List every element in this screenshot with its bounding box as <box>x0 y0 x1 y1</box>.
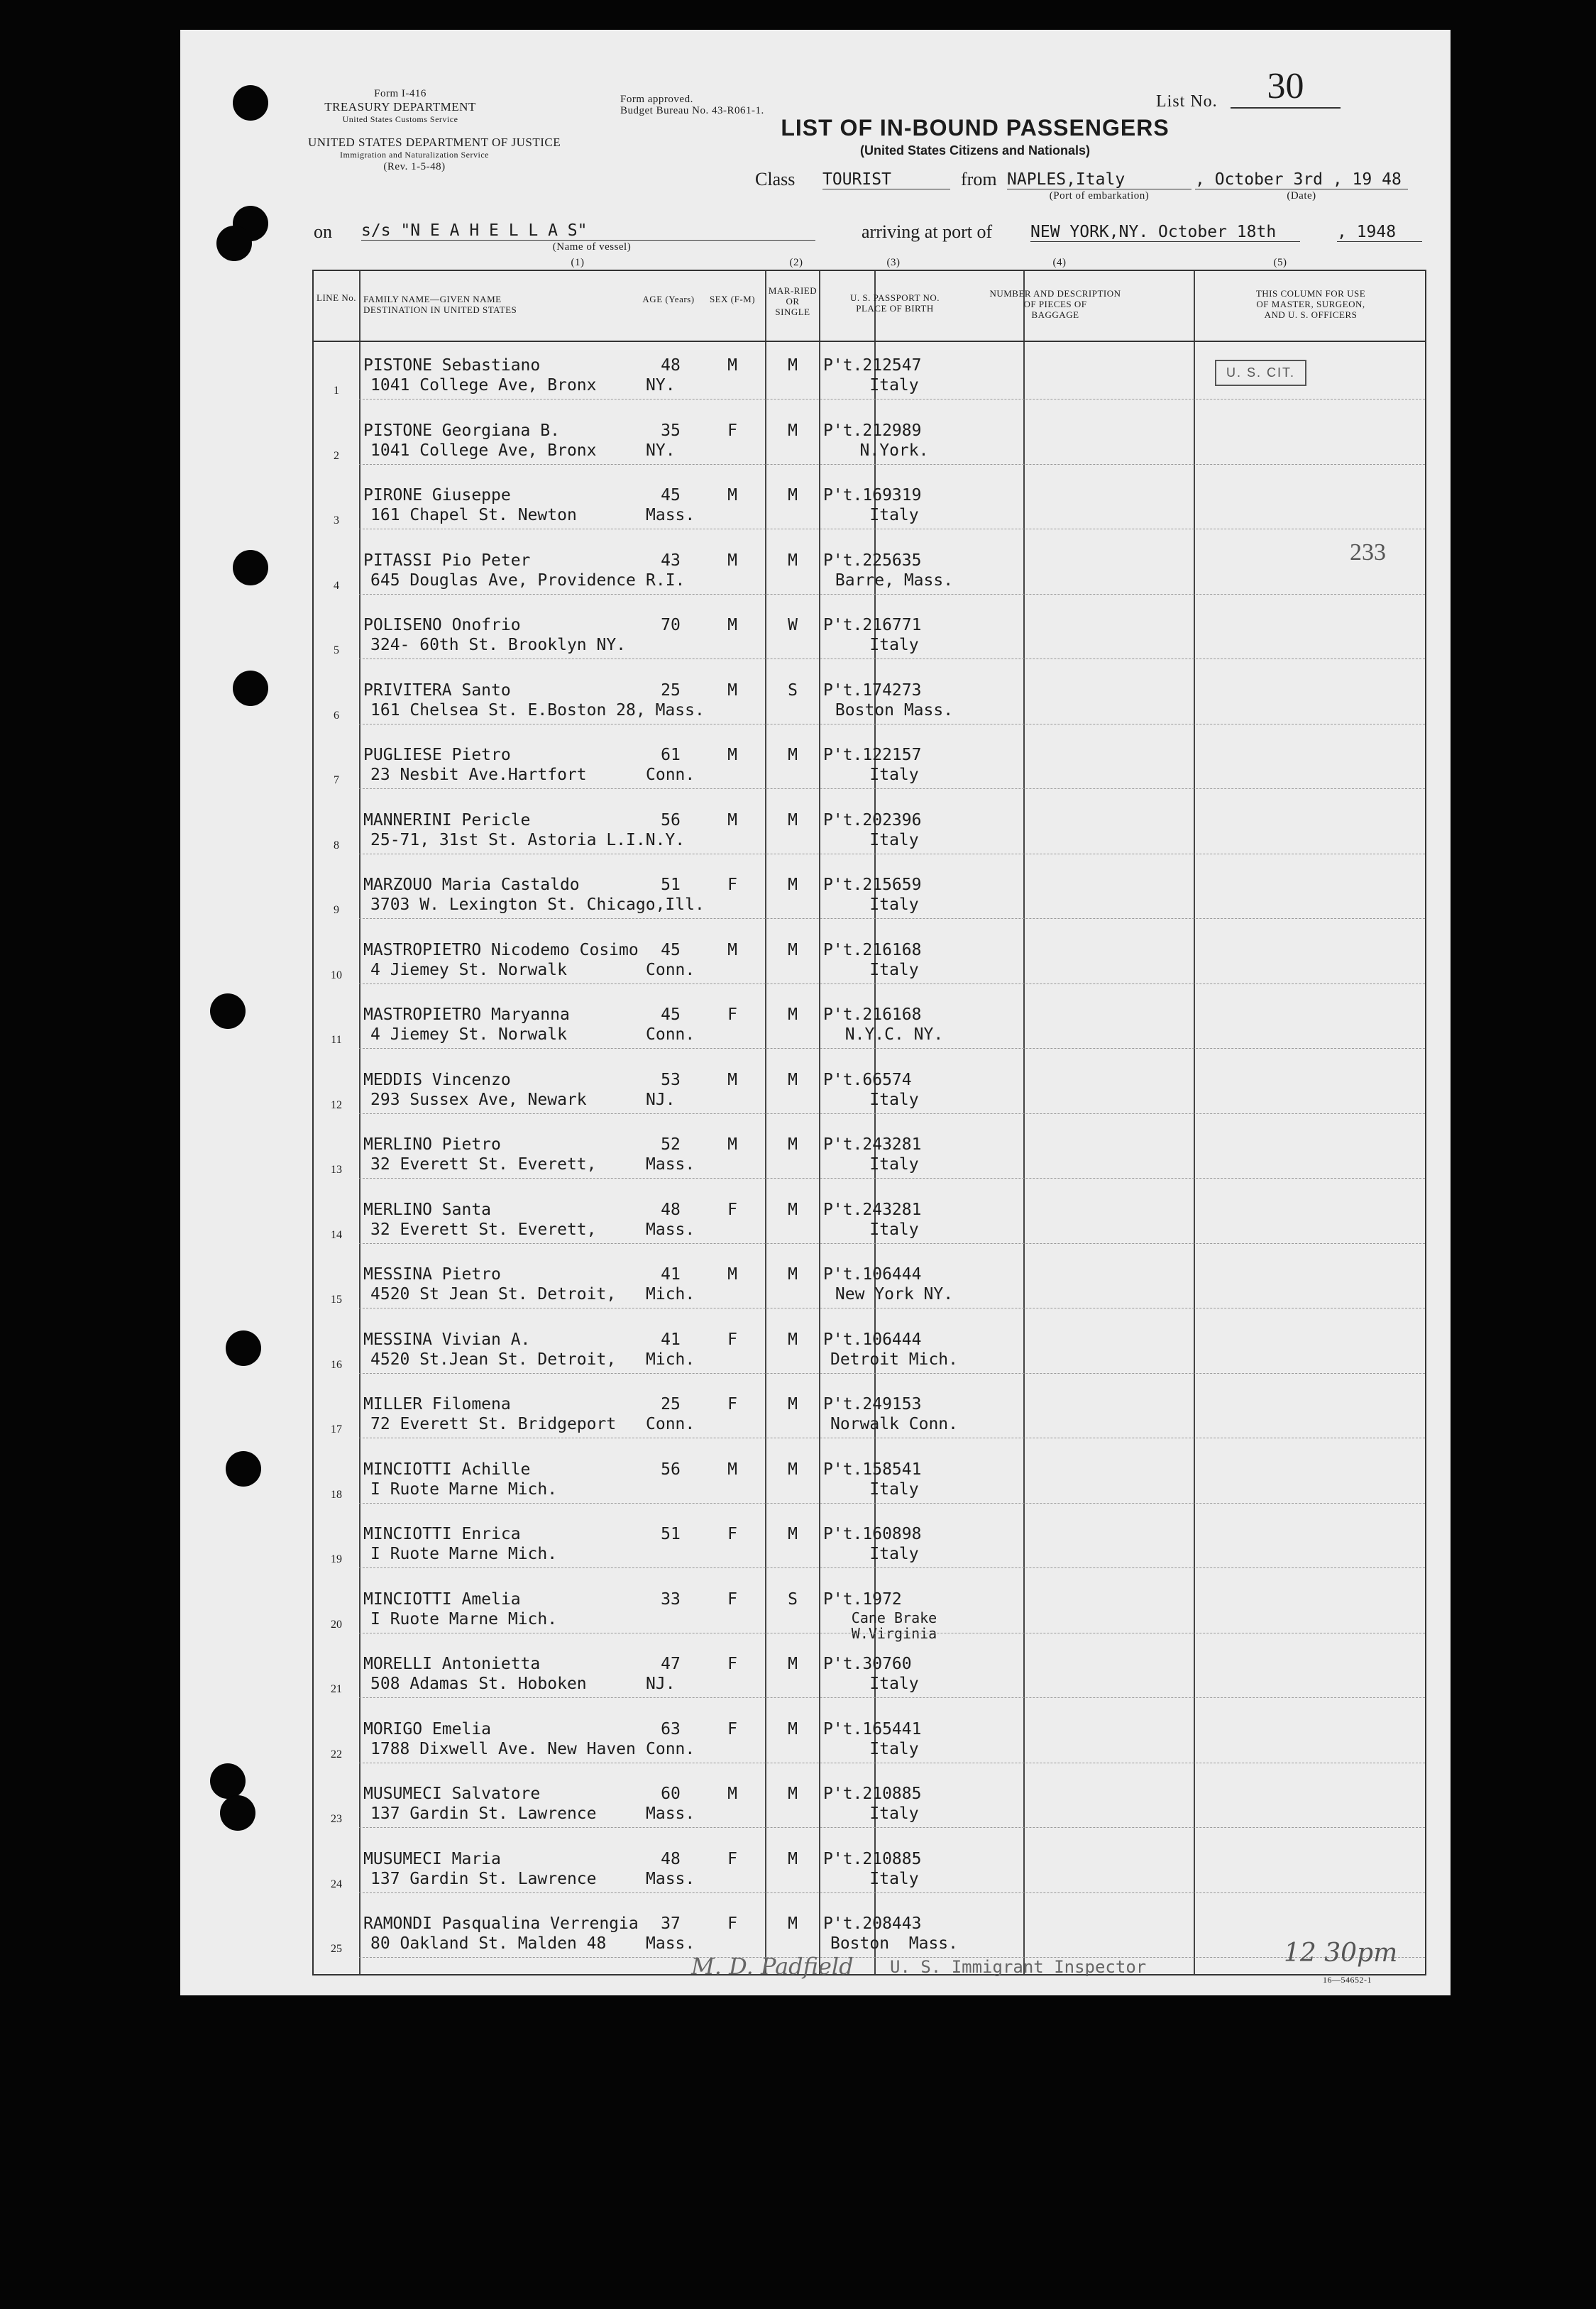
passenger-name: MINCIOTTI Achille <box>363 1460 531 1479</box>
place-of-birth: N.York. <box>859 441 929 460</box>
passenger-sex: M <box>727 1785 737 1803</box>
passenger-sex: F <box>727 1005 737 1024</box>
passenger-marital: M <box>788 1914 798 1933</box>
passport-number: P't.249153 <box>823 1395 922 1413</box>
passport-number: P't.208443 <box>823 1914 922 1933</box>
passenger-destination: 1041 College Ave, Bronx <box>370 441 597 460</box>
passenger-age: 61 <box>661 746 681 764</box>
passenger-name: POLISENO Onofrio <box>363 616 521 634</box>
passenger-sex: M <box>727 1460 737 1479</box>
passenger-table <box>312 270 1426 1975</box>
us-cit-stamp: U. S. CIT. <box>1215 360 1306 386</box>
passport-number: P't.225635 <box>823 551 922 570</box>
passenger-name: MUSUMECI Salvatore <box>363 1785 541 1803</box>
passenger-destination: 324- 60th St. Brooklyn NY. <box>370 636 627 654</box>
passenger-name: MINCIOTTI Amelia <box>363 1589 521 1609</box>
passenger-marital: M <box>788 940 798 959</box>
line-number: 20 <box>331 1618 342 1631</box>
passenger-age: 25 <box>661 1395 681 1413</box>
place-of-birth: N.Y.C. NY. <box>844 1025 944 1044</box>
passport-number: P't.212547 <box>823 356 922 375</box>
passenger-state: Conn. <box>646 960 695 979</box>
passenger-age: 35 <box>661 421 681 440</box>
col-num-4: (4) <box>1052 257 1067 268</box>
passenger-marital: M <box>788 421 798 440</box>
passenger-name: MANNERINI Pericle <box>363 810 531 830</box>
arrival-year: , 1948 <box>1337 223 1422 242</box>
passport-number: P't.158541 <box>823 1460 922 1479</box>
line-number: 24 <box>331 1878 342 1890</box>
header-passport: U. S. PASSPORT NO. PLACE OF BIRTH <box>850 292 940 314</box>
treasury-dept: TREASURY DEPARTMENT <box>324 100 476 114</box>
form-code: 16—54652-1 <box>1323 1975 1372 1985</box>
passport-number: P't.202396 <box>823 810 922 830</box>
header-name-dest: FAMILY NAME—GIVEN NAME DESTINATION IN UNITED STATES <box>363 294 517 315</box>
passenger-name: RAMONDI Pasqualina Verrengia <box>363 1914 639 1933</box>
passenger-age: 41 <box>661 1265 681 1284</box>
passenger-marital: M <box>788 486 798 505</box>
place-of-birth: Italy <box>869 1220 919 1239</box>
place-of-birth: Italy <box>869 1090 919 1109</box>
line-number: 1 <box>334 385 339 397</box>
passenger-sex: M <box>727 616 737 634</box>
passenger-age: 51 <box>661 876 681 894</box>
passenger-age: 33 <box>661 1589 681 1609</box>
passport-number: P't.210885 <box>823 1849 922 1868</box>
passenger-sex: M <box>727 551 737 570</box>
passport-number: P't.160898 <box>823 1525 922 1543</box>
passenger-marital: S <box>788 1589 798 1609</box>
passenger-name: PIRONE Giuseppe <box>363 486 511 505</box>
place-of-birth: Italy <box>869 766 919 784</box>
passport-number: P't.216168 <box>823 940 922 959</box>
passenger-name: MERLINO Pietro <box>363 1135 501 1154</box>
passenger-marital: M <box>788 1785 798 1803</box>
row-divider <box>359 1048 1425 1049</box>
passenger-state: Conn. <box>646 1025 695 1044</box>
passenger-destination: 4520 St Jean St. Detroit, <box>370 1285 617 1304</box>
passenger-name: MESSINA Vivian A. <box>363 1330 531 1349</box>
passenger-destination: 4 Jiemey St. Norwalk <box>370 1025 567 1044</box>
line-number: 25 <box>331 1943 342 1955</box>
passenger-state: Mich. <box>646 1285 695 1304</box>
punch-hole <box>210 993 246 1029</box>
vessel-name: s/s "N E A H E L L A S" <box>361 221 815 241</box>
passenger-marital: W <box>788 616 798 634</box>
line-number: 16 <box>331 1358 342 1371</box>
place-of-birth: Italy <box>869 1155 919 1174</box>
passport-number: P't.243281 <box>823 1135 922 1154</box>
on-label: on <box>314 221 332 242</box>
line-number: 6 <box>334 709 339 722</box>
place-of-birth: New York NY. <box>835 1285 954 1304</box>
header-age: AGE (Years) <box>642 294 695 304</box>
col-num-2: (2) <box>789 257 803 268</box>
passenger-name: MORIGO Emelia <box>363 1719 492 1738</box>
passenger-destination: 293 Sussex Ave, Newark <box>370 1090 587 1109</box>
passenger-state: Mass. <box>646 1934 695 1953</box>
passenger-marital: M <box>788 356 798 375</box>
line-number: 21 <box>331 1683 342 1695</box>
row-divider <box>359 1178 1425 1179</box>
passenger-name: PISTONE Sebastiano <box>363 356 541 375</box>
place-of-birth: Boston Mass. <box>830 1934 958 1953</box>
punch-hole <box>226 1330 261 1366</box>
passport-number: P't.212989 <box>823 421 922 440</box>
passenger-destination: 4 Jiemey St. Norwalk <box>370 960 567 979</box>
passenger-name: PUGLIESE Pietro <box>363 746 511 764</box>
place-of-birth: Italy <box>869 1545 919 1563</box>
passenger-age: 48 <box>661 356 681 375</box>
passenger-name: MINCIOTTI Enrica <box>363 1525 521 1543</box>
punch-hole <box>220 1795 255 1831</box>
passenger-marital: M <box>788 1200 798 1219</box>
passenger-sex: M <box>727 810 737 830</box>
passenger-name: MASTROPIETRO Nicodemo Cosimo <box>363 940 639 959</box>
passenger-name: MORELLI Antonietta <box>363 1655 541 1673</box>
row-divider <box>359 788 1425 789</box>
line-number: 19 <box>331 1553 342 1565</box>
row-divider <box>359 1243 1425 1244</box>
row-divider <box>359 1503 1425 1504</box>
passenger-sex: F <box>727 1525 737 1543</box>
passenger-marital: M <box>788 1460 798 1479</box>
passenger-marital: M <box>788 1525 798 1543</box>
time-note: 12 30pm <box>1284 1939 1398 1968</box>
row-divider <box>359 918 1425 919</box>
line-number: 17 <box>331 1423 342 1435</box>
passenger-age: 47 <box>661 1655 681 1673</box>
passenger-destination: I Ruote Marne Mich. <box>370 1609 558 1629</box>
place-of-birth: Detroit Mich. <box>830 1350 958 1369</box>
place-of-birth: Barre, Mass. <box>835 571 954 590</box>
class-value: TOURIST <box>822 170 950 189</box>
passenger-state: Mass. <box>646 1220 695 1239</box>
place-of-birth: Italy <box>869 1804 919 1823</box>
margin-number: 233 <box>1350 539 1386 566</box>
passenger-marital: S <box>788 680 798 700</box>
row-divider <box>359 1113 1425 1114</box>
place-of-birth: Boston Mass. <box>835 700 954 720</box>
passenger-age: 48 <box>661 1200 681 1219</box>
passenger-age: 48 <box>661 1849 681 1868</box>
row-divider <box>359 983 1425 984</box>
passenger-name: MERLINO Santa <box>363 1200 492 1219</box>
date-caption: (Date) <box>1287 190 1316 202</box>
passenger-marital: M <box>788 1135 798 1154</box>
inspector-title: U. S. Immigrant Inspector <box>890 1957 1147 1977</box>
passport-number: P't.165441 <box>823 1719 922 1738</box>
passenger-destination: 137 Gardin St. Lawrence <box>370 1804 597 1823</box>
passenger-name: MESSINA Pietro <box>363 1265 501 1284</box>
passenger-destination: 1788 Dixwell Ave. New Haven <box>370 1739 636 1758</box>
passenger-state: NY. <box>646 441 676 460</box>
passenger-marital: M <box>788 1719 798 1738</box>
passenger-age: 53 <box>661 1070 681 1089</box>
from-label: from <box>961 169 997 189</box>
place-of-birth: Italy <box>869 896 919 914</box>
passenger-sex: F <box>727 876 737 894</box>
passenger-sex: F <box>727 421 737 440</box>
header-baggage: NUMBER AND DESCRIPTION OF PIECES OF BAGGAGE <box>989 288 1121 320</box>
passenger-state: Mass. <box>646 1804 695 1823</box>
line-number: 4 <box>334 579 339 592</box>
passenger-sex: F <box>727 1655 737 1673</box>
passenger-name: MUSUMECI Maria <box>363 1849 501 1868</box>
row-divider <box>359 1827 1425 1828</box>
line-number: 18 <box>331 1488 342 1501</box>
passenger-age: 70 <box>661 616 681 634</box>
form-approved: Form approved. <box>620 94 693 105</box>
passenger-name: MASTROPIETRO Maryanna <box>363 1005 570 1024</box>
passenger-age: 43 <box>661 551 681 570</box>
place-of-birth: Italy <box>869 506 919 524</box>
passenger-sex: F <box>727 1395 737 1413</box>
passport-number: P't.106444 <box>823 1265 922 1284</box>
passenger-sex: M <box>727 1135 737 1154</box>
passport-number: P't.66574 <box>823 1070 912 1089</box>
passenger-sex: M <box>727 356 737 375</box>
passenger-age: 45 <box>661 1005 681 1024</box>
passenger-state: R.I. <box>646 571 686 590</box>
punch-hole <box>233 85 268 121</box>
passenger-age: 52 <box>661 1135 681 1154</box>
line-number: 5 <box>334 644 339 656</box>
passenger-marital: M <box>788 1005 798 1024</box>
passenger-destination: 3703 W. Lexington St. Chicago,Ill. <box>370 896 705 914</box>
passenger-age: 37 <box>661 1914 681 1933</box>
passenger-name: MARZOUO Maria Castaldo <box>363 876 580 894</box>
line-number: 3 <box>334 514 339 527</box>
list-number: 30 <box>1231 65 1341 109</box>
row-divider <box>359 1697 1425 1698</box>
place-of-birth: Italy <box>869 376 919 395</box>
passport-number: P't.210885 <box>823 1785 922 1803</box>
punch-hole <box>233 671 268 706</box>
place-of-birth: Cane Brake W.Virginia <box>851 1609 937 1642</box>
passenger-destination: 1041 College Ave, Bronx <box>370 376 597 395</box>
passenger-age: 25 <box>661 680 681 700</box>
list-no-label: List No. <box>1156 92 1218 111</box>
passenger-sex: M <box>727 486 737 505</box>
inspector-signature: M. D. Padfield <box>691 1953 854 1980</box>
passenger-age: 41 <box>661 1330 681 1349</box>
form-number: Form I-416 <box>374 88 426 99</box>
passenger-sex: M <box>727 680 737 700</box>
passenger-destination: 645 Douglas Ave, Providence <box>370 571 636 590</box>
passenger-state: Conn. <box>646 1739 695 1758</box>
passport-number: P't.122157 <box>823 746 922 764</box>
passenger-destination: 25-71, 31st St. Astoria L.I.N.Y. <box>370 830 686 849</box>
passenger-marital: M <box>788 1265 798 1284</box>
class-label: Class <box>755 169 796 189</box>
vessel-caption: (Name of vessel) <box>552 241 632 253</box>
passenger-destination: 4520 St.Jean St. Detroit, <box>370 1350 617 1369</box>
passenger-marital: M <box>788 551 798 570</box>
passport-number: P't.106444 <box>823 1330 922 1349</box>
passenger-destination: I Ruote Marne Mich. <box>370 1479 558 1499</box>
passenger-age: 45 <box>661 486 681 505</box>
passenger-state: Mass. <box>646 506 695 524</box>
passenger-age: 51 <box>661 1525 681 1543</box>
passport-number: P't.30760 <box>823 1655 912 1673</box>
passport-number: P't.169319 <box>823 486 922 505</box>
passenger-name: MILLER Filomena <box>363 1395 511 1413</box>
passenger-name: PITASSI Pio Peter <box>363 551 531 570</box>
row-divider <box>359 1373 1425 1374</box>
passport-number: P't.1972 <box>823 1589 902 1609</box>
revision: (Rev. 1-5-48) <box>383 161 446 172</box>
passenger-marital: M <box>788 1330 798 1349</box>
header-line-no: LINE No. <box>317 292 356 303</box>
form-subtitle: (United States Citizens and Nationals) <box>859 143 1091 158</box>
passenger-state: Mass. <box>646 1155 695 1174</box>
row-divider <box>359 658 1425 659</box>
passenger-destination: 23 Nesbit Ave.Hartfort <box>370 766 587 784</box>
passenger-destination: I Ruote Marne Mich. <box>370 1545 558 1563</box>
passenger-sex: F <box>727 1200 737 1219</box>
passenger-state: NY. <box>646 376 676 395</box>
departure-date: , October 3rd , 19 48 <box>1195 170 1408 189</box>
passenger-age: 60 <box>661 1785 681 1803</box>
passenger-marital: M <box>788 1395 798 1413</box>
col-num-3: (3) <box>886 257 901 268</box>
passenger-state: NJ. <box>646 1675 676 1693</box>
passport-number: P't.216168 <box>823 1005 922 1024</box>
passenger-sex: M <box>727 940 737 959</box>
passenger-sex: M <box>727 1070 737 1089</box>
line-number: 12 <box>331 1098 342 1111</box>
passenger-state: Mass. <box>646 1869 695 1888</box>
row-divider <box>359 1567 1425 1568</box>
passenger-destination: 32 Everett St. Everett, <box>370 1155 597 1174</box>
passport-number: P't.174273 <box>823 680 922 700</box>
passenger-state: Mich. <box>646 1350 695 1369</box>
punch-hole <box>216 226 252 261</box>
row-divider <box>359 464 1425 465</box>
header-married: MAR-RIED OR SINGLE <box>768 285 818 317</box>
manifest-page <box>180 30 1451 1995</box>
line-number: 11 <box>331 1034 342 1046</box>
passenger-name: PISTONE Georgiana B. <box>363 421 560 440</box>
port-embarkation: NAPLES,Italy <box>1007 170 1192 189</box>
line-number: 14 <box>331 1228 342 1241</box>
passenger-name: MEDDIS Vincenzo <box>363 1070 511 1089</box>
punch-hole <box>210 1763 246 1799</box>
passport-number: P't.215659 <box>823 876 922 894</box>
passenger-age: 56 <box>661 1460 681 1479</box>
passenger-sex: M <box>727 746 737 764</box>
passport-number: P't.243281 <box>823 1200 922 1219</box>
line-number: 9 <box>334 904 339 916</box>
passenger-sex: M <box>727 1265 737 1284</box>
row-divider <box>359 1892 1425 1893</box>
passenger-destination: 137 Gardin St. Lawrence <box>370 1869 597 1888</box>
passenger-marital: M <box>788 810 798 830</box>
passenger-marital: M <box>788 1655 798 1673</box>
passenger-destination: 161 Chapel St. Newton <box>370 506 577 524</box>
header-officers: THIS COLUMN FOR USE OF MASTER, SURGEON, AND U. S. OFFICERS <box>1255 288 1366 320</box>
place-of-birth: Italy <box>869 1675 919 1693</box>
budget-bureau: Budget Bureau No. 43-R061-1. <box>620 105 764 116</box>
passenger-age: 63 <box>661 1719 681 1738</box>
line-number: 2 <box>334 449 339 462</box>
customs-service: United States Customs Service <box>342 114 458 124</box>
passenger-age: 56 <box>661 810 681 830</box>
line-number: 23 <box>331 1813 342 1825</box>
form-title: LIST OF IN-BOUND PASSENGERS <box>781 115 1170 140</box>
passenger-sex: F <box>727 1330 737 1349</box>
row-divider <box>359 594 1425 595</box>
col-num-5: (5) <box>1273 257 1287 268</box>
passport-number: P't.216771 <box>823 616 922 634</box>
place-of-birth: Italy <box>869 1479 919 1499</box>
passenger-marital: M <box>788 1070 798 1089</box>
justice-dept: UNITED STATES DEPARTMENT OF JUSTICE <box>308 136 561 149</box>
passenger-destination: 161 Chelsea St. E.Boston 28, Mass. <box>370 700 705 720</box>
passenger-sex: F <box>727 1589 737 1609</box>
passenger-marital: M <box>788 876 798 894</box>
place-of-birth: Norwalk Conn. <box>830 1415 958 1433</box>
ins-service: Immigration and Naturalization Service <box>340 150 489 160</box>
arriving-label: arriving at port of <box>862 221 993 242</box>
line-number: 10 <box>331 969 342 981</box>
punch-hole <box>226 1451 261 1487</box>
passenger-destination: 72 Everett St. Bridgeport <box>370 1415 617 1433</box>
place-of-birth: Italy <box>869 960 919 979</box>
place-of-birth: Italy <box>869 636 919 654</box>
passenger-destination: 32 Everett St. Everett, <box>370 1220 597 1239</box>
line-number: 22 <box>331 1748 342 1760</box>
place-of-birth: Italy <box>869 1739 919 1758</box>
passenger-destination: 80 Oakland St. Malden 48 <box>370 1934 607 1953</box>
line-number: 13 <box>331 1164 342 1176</box>
passenger-state: Conn. <box>646 1415 695 1433</box>
passenger-age: 45 <box>661 940 681 959</box>
passenger-state: NJ. <box>646 1090 676 1109</box>
port-caption: (Port of embarkation) <box>1049 190 1150 202</box>
passenger-sex: F <box>727 1914 737 1933</box>
place-of-birth: Italy <box>869 1869 919 1888</box>
punch-hole <box>233 550 268 585</box>
place-of-birth: Italy <box>869 830 919 849</box>
line-number: 15 <box>331 1294 342 1306</box>
arrival-port-date: NEW YORK,NY. October 18th <box>1030 223 1300 242</box>
header-sex: SEX (F-M) <box>709 294 756 304</box>
passenger-marital: M <box>788 1849 798 1868</box>
passenger-marital: M <box>788 746 798 764</box>
passenger-sex: F <box>727 1849 737 1868</box>
passenger-sex: F <box>727 1719 737 1738</box>
col-num-1: (1) <box>571 257 585 268</box>
line-number: 7 <box>334 774 339 786</box>
passenger-state: Conn. <box>646 766 695 784</box>
line-number: 8 <box>334 839 339 852</box>
passenger-name: PRIVITERA Santo <box>363 680 511 700</box>
passenger-destination: 508 Adamas St. Hoboken <box>370 1675 587 1693</box>
